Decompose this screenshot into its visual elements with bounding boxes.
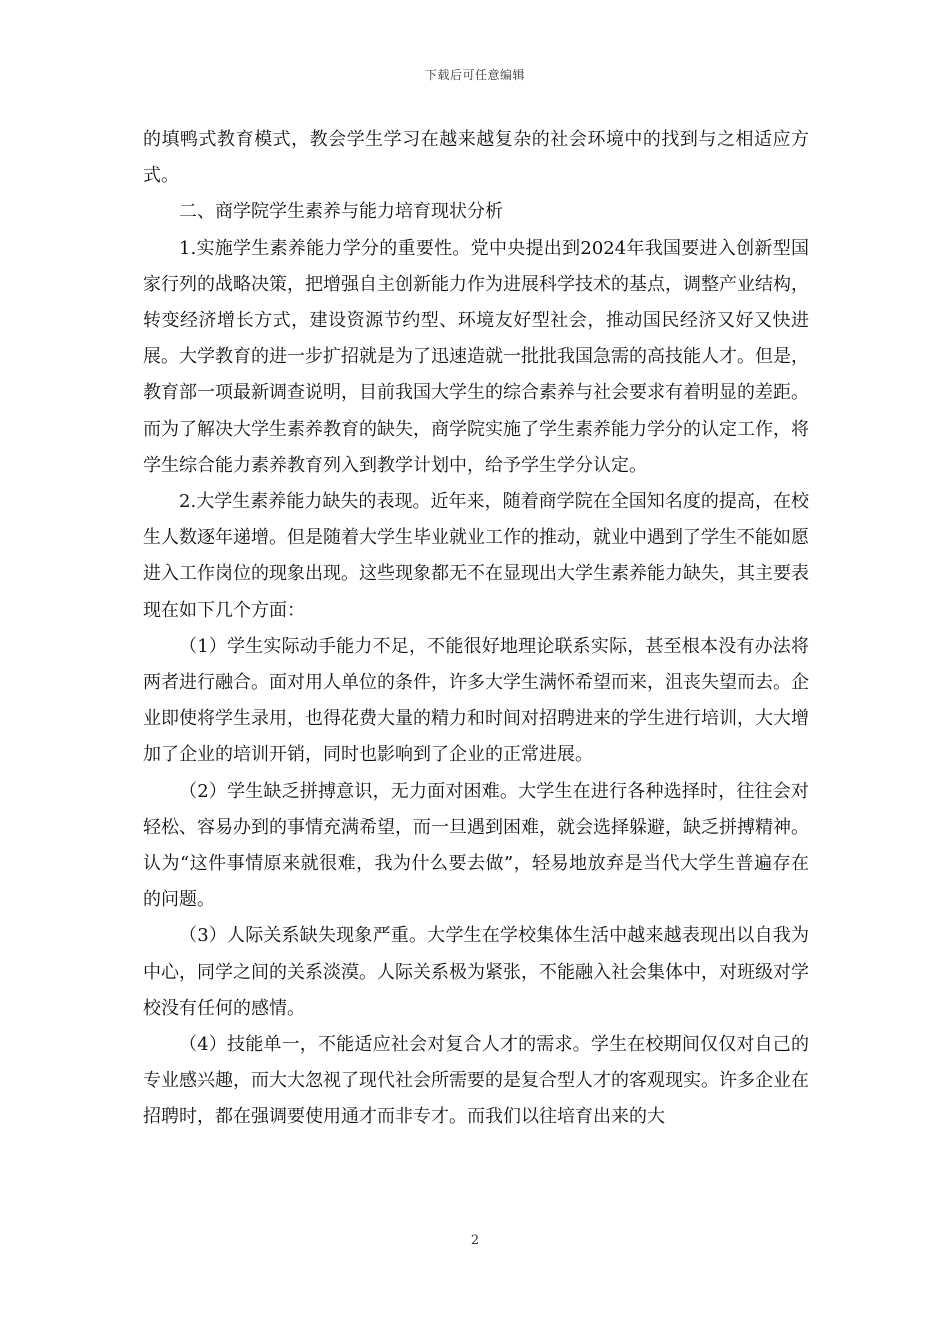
document-body bbox=[143, 122, 809, 1136]
paragraph-item-3: （3）人际关系缺失现象严重。大学生在学校集体生活中越来越表现出以自我为中心，同学之间的关系淡漠。人际关系极为紧张，不能融入社会集体中，对班级对学校没有任何的感情。 bbox=[143, 925, 809, 1019]
paragraph-item-1: （1）学生实际动手能力不足，不能很好地理论联系实际，甚至根本没有办法将两者进行融合。面对用人单位的条件，许多大学生满怀希望而来，沮丧失望而去。企业即使将学生录用，也得花费大量的精力和时间对招聘进来的学生进行培训，大大增加了企业的培训开销，同时也影响到了企业的正常进展。 bbox=[143, 635, 809, 766]
page-number: 2 bbox=[470, 1233, 480, 1248]
paragraph-item-4: （4）技能单一，不能适应社会对复合人才的需求。学生在校期间仅仅对自己的专业感兴趣，而大大忽视了现代社会所需要的是复合型人才的客观现实。许多企业在招聘时，都在强调要使用通才而非专才。而我们以往培育出来的大 bbox=[143, 1034, 809, 1128]
paragraph-point-1: 1.实施学生素养能力学分的重要性。党中央提出到2024年我国要进入创新型国家行列的战略决策，把增强自主创新能力作为进展科学技术的基点，调整产业结构，转变经济增长方式，建设资源节约型、环境友好型社会，推动国民经济又好又快进展。大学教育的进一步扩招就是为了迅速造就一批批我国急需的高技能人才。但是，教育部一项最新调查说明，目前我国大学生的综合素养与社会要求有着明显的差距。而为了解决大学生素养教育的缺失，商学院实施了学生素养能力学分的认定工作，将学生综合能力素养教育列入到教学计划中，给予学生学分认定。 bbox=[143, 237, 809, 476]
paragraph-point-2: 2.大学生素养能力缺失的表现。近年来，随着商学院在全国知名度的提高，在校生人数逐年递增。但是随着大学生毕业就业工作的推动，就业中遇到了学生不能如愿进入工作岗位的现象出现。这些现象都无不在显现出大学生素养能力缺失，其主要表现在如下几个方面： bbox=[143, 491, 809, 621]
paragraph-item-2: （2）学生缺乏拼搏意识，无力面对困难。大学生在进行各种选择时，往往会对轻松、容易办到的事情充满希望，而一旦遇到困难，就会选择躲避，缺乏拼搏精神。认为“这件事情原来就很难，我为什么要去做”，轻易地放弃是当代大学生普遍存在的问题。 bbox=[143, 780, 809, 911]
section-heading: 二、商学院学生素养与能力培育现状分析 bbox=[179, 201, 503, 223]
paragraph-intro-continuation: 的填鸭式教育模式，教会学生学习在越来越复杂的社会环境中的找到与之相适应方式。 bbox=[143, 129, 809, 187]
page-header: 下载后可任意编辑 bbox=[424, 68, 525, 82]
